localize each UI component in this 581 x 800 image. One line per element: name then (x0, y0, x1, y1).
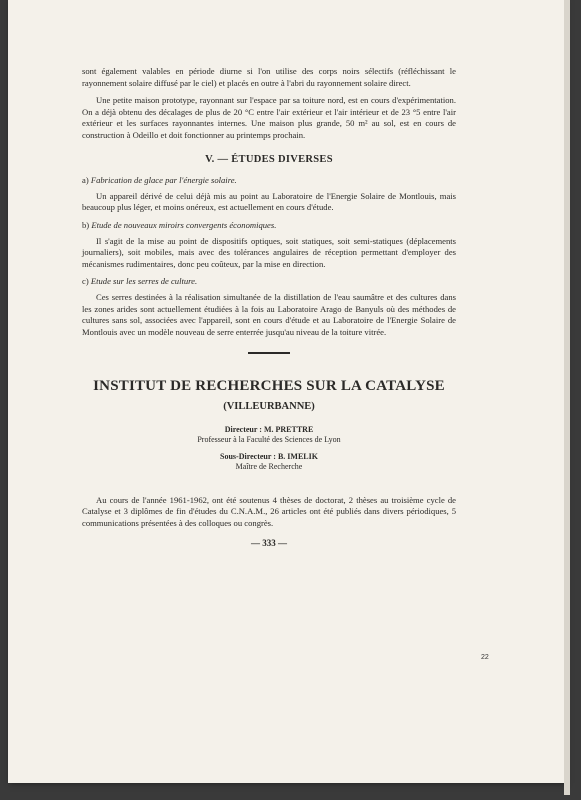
institute-location: (VILLEURBANNE) (223, 401, 315, 413)
subsection-b-text: Il s'agit de la mise au point de dispositifs optiques, soit statiques, soit semi-statiques (déplacements journaliers), soit mobiles, mais avec des tolérances angulaires de réception permettant d'employer des mécanismes rudimentaires, donc peu coûteux, par la mise en direction. (82, 235, 456, 269)
page-edge (564, 0, 570, 795)
subdirector-role: Maître de Recherche (235, 462, 303, 472)
section-title: V. — ÉTUDES DIVERSES (205, 153, 333, 165)
subsection-a-title: a) Fabrication de glace par l'énergie solaire. (82, 175, 237, 186)
subsection-b-title: b) Etude de nouveaux miroirs convergents économiques. (82, 219, 277, 230)
subsection-c-text: Ces serres destinées à la réalisation simultanée de la distillation de l'eau saumâtre et des cultures dans les zones arides sont actuellement étudiées à la fois au Laboratoire Arago de Banyuls où des méthodes de cultures sans sol, associées avec l'appareil, sont en cours d'étude et au Laboratoire de l'Energie Solaire de Montlouis avec un modèle nouveau de serre enterrée jusqu'au niveau de la toiture vitrée. (82, 291, 456, 337)
paragraph-continued: sont également valables en période diurne si l'on utilise des corps noirs sélectifs (réfléchissant le rayonnement solaire diffusé par le ciel) et placés en outre à l'abri du rayonnement solaire direct. (82, 66, 456, 88)
paragraph-prototype-house: Une petite maison prototype, rayonnant sur l'espace par sa toiture nord, est en cours d'expérimentation. On a déjà obtenu des décalages de plus de 20 °C entre l'air extérieur et l'air intérieur et de 23 °5 entre l'air extérieur et les surfaces rayonnantes internes. Une maison plus grande, 50 m² au sol, est en cours de construction à Odeillo et doit fonctionner au printemps prochain. (82, 95, 456, 140)
subsection-c-title: c) Etude sur les serres de culture. (82, 276, 198, 287)
page-content (82, 66, 456, 549)
page-number: — 333 — (251, 537, 287, 548)
section-divider (248, 352, 290, 354)
director-role: Professeur à la Faculté des Sciences de Lyon (197, 435, 341, 445)
director-block: Directeur : M. PRETTRE Professeur à la Faculté des Sciences de Lyon (82, 425, 456, 446)
subsection-a-text: Un appareil dérivé de celui déjà mis au point au Laboratoire de l'Energie Solaire de Montlouis, mais beaucoup plus léger, et moins onéreux, est actuellement en cours d'étude. (82, 190, 456, 213)
institute-intro: Au cours de l'année 1961-1962, ont été soutenus 4 thèses de doctorat, 2 thèses au troisième cycle de Catalyse et 3 diplômes de fin d'études du C.N.A.M., 26 articles ont été publiés dans divers périodiques, 5 communications présentées à des colloques ou congrès. (82, 494, 456, 529)
archive-stamp: 22 (481, 654, 489, 661)
institute-title: INSTITUT DE RECHERCHES SUR LA CATALYSE (93, 378, 445, 395)
subdirector-block: Sous-Directeur : B. IMELIK Maître de Recherche (82, 452, 456, 473)
